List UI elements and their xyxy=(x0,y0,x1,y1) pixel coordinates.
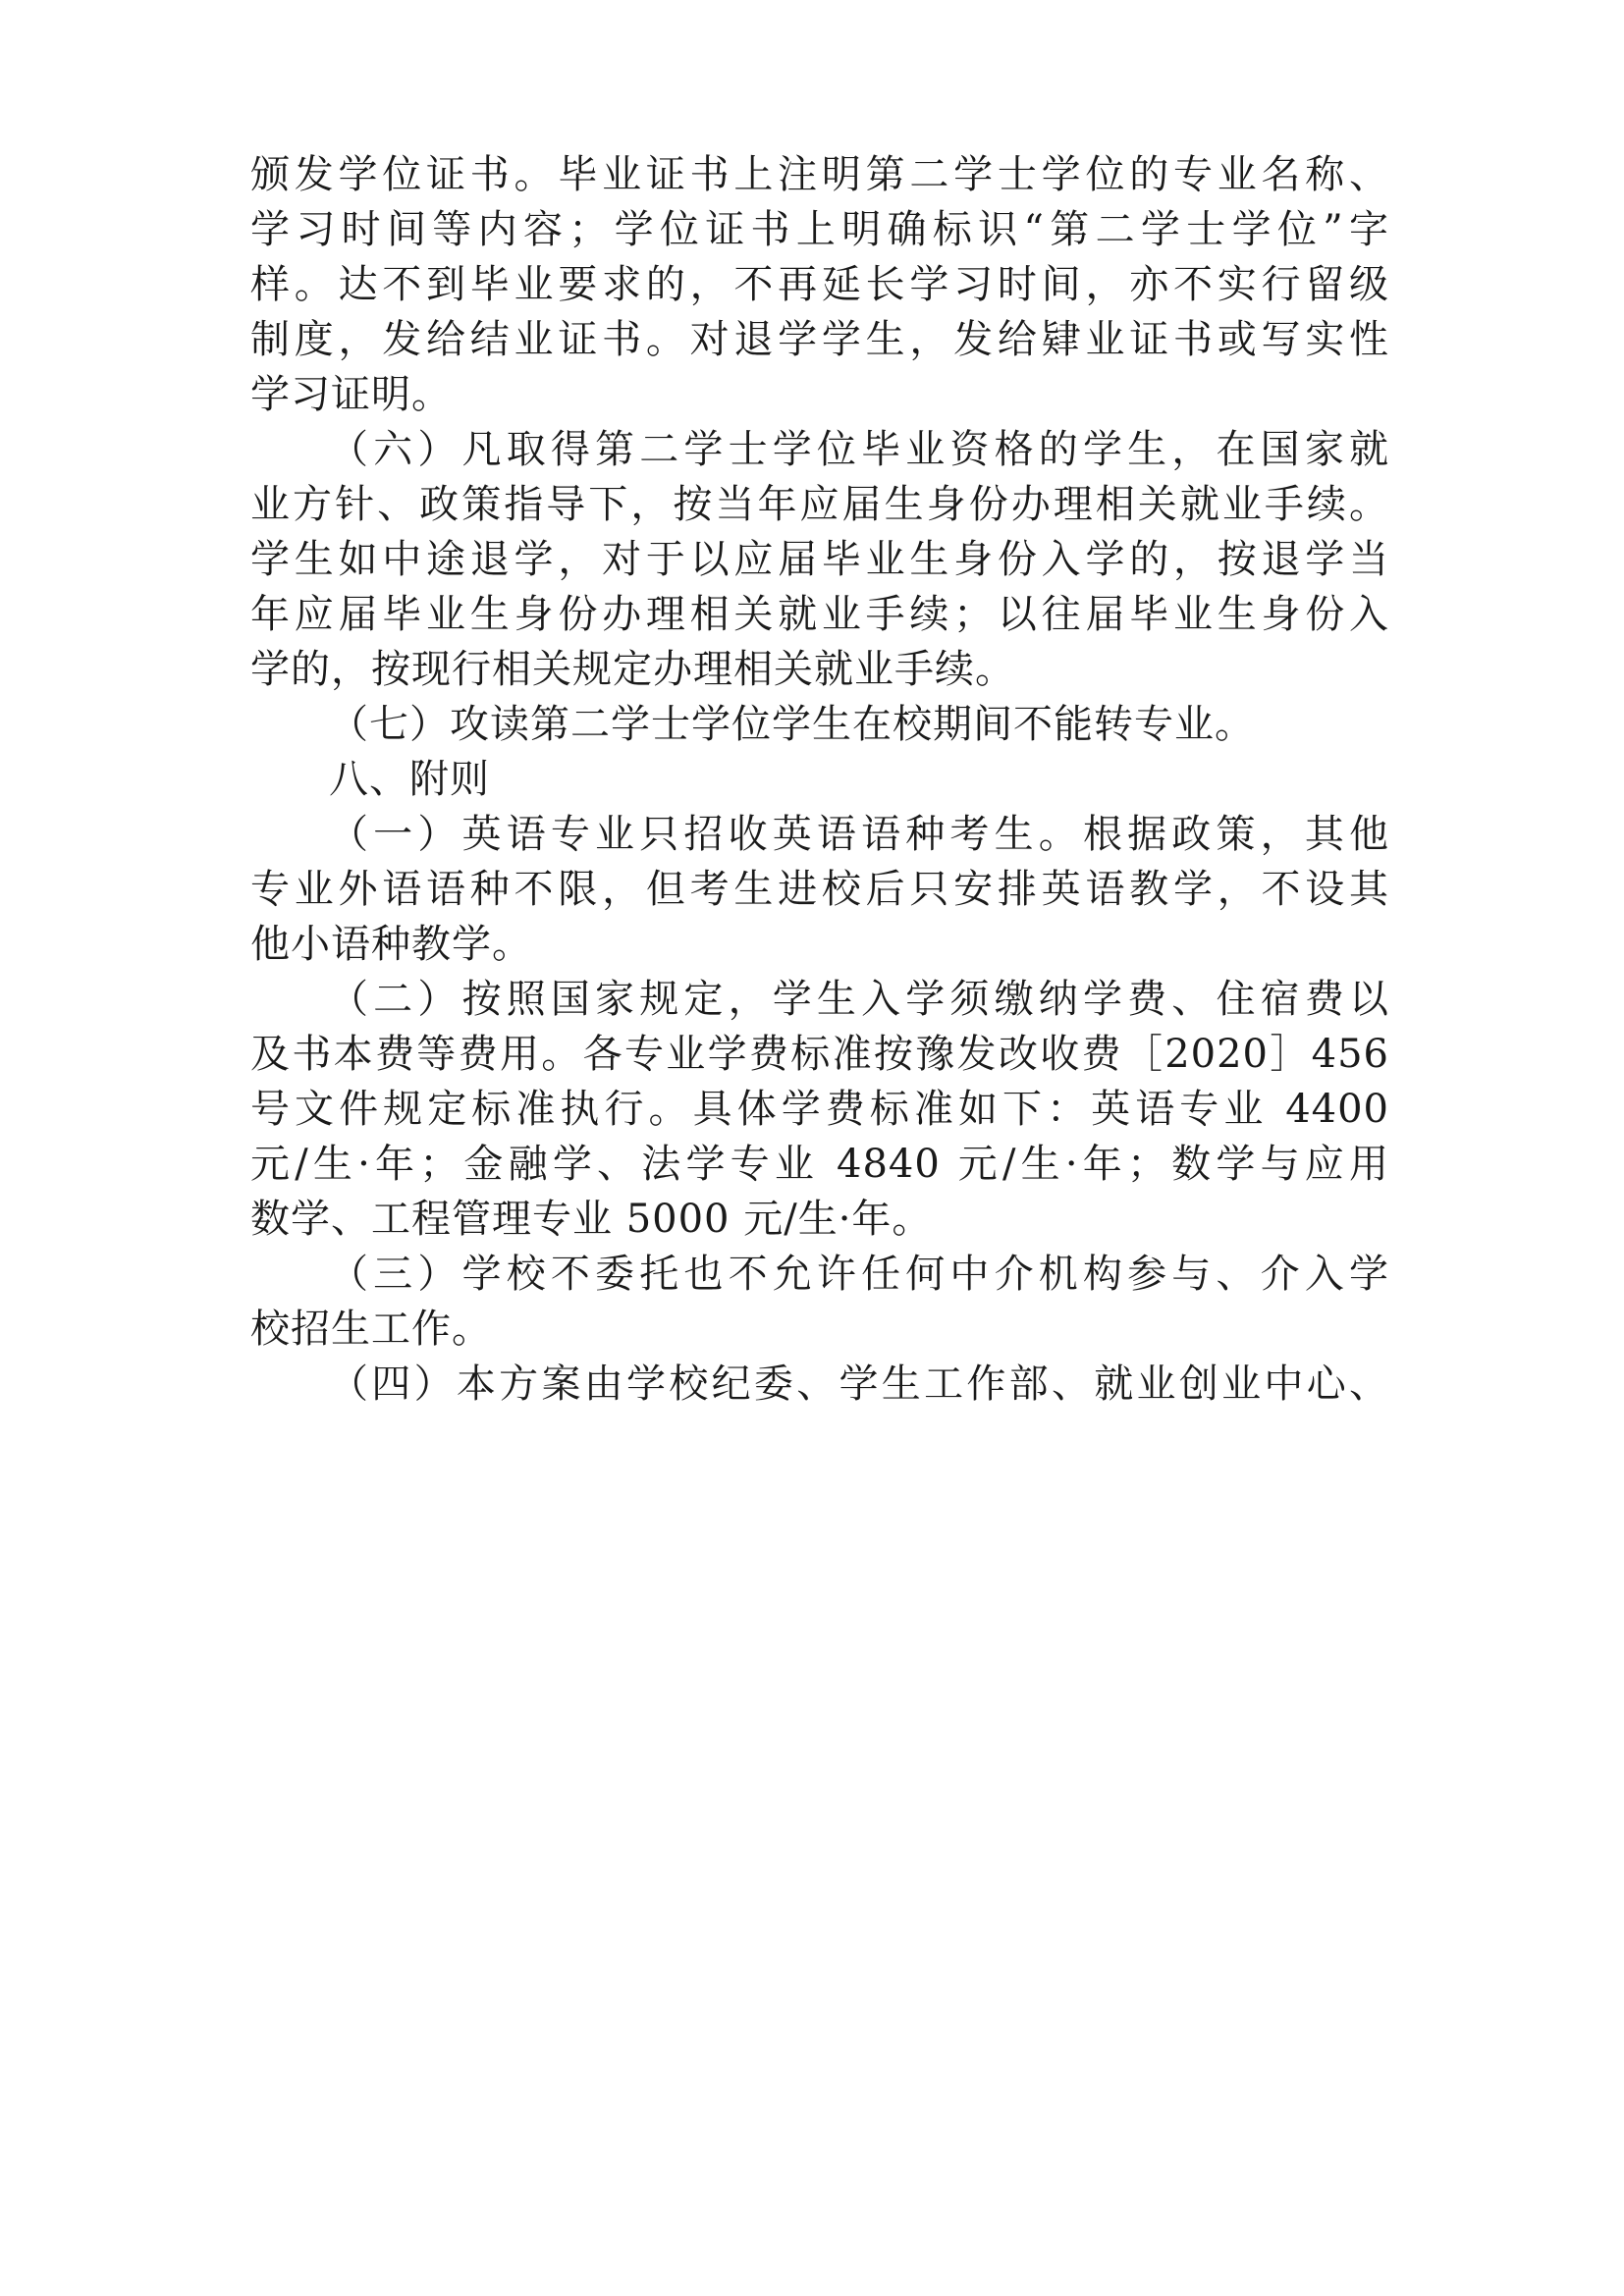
text-line: 制度，发给结业证书。对退学学生，发给肄业证书或写实性 xyxy=(250,317,1389,362)
text-line: （七）攻读第二学士学位学生在校期间不能转专业。 xyxy=(329,702,1255,747)
text-line: （三）学校不委托也不允许任何中介机构参与、介入学 xyxy=(329,1252,1389,1297)
text-line: 样。达不到毕业要求的，不再延长学习时间，亦不实行留级 xyxy=(250,262,1389,307)
text-line: （二）按照国家规定，学生入学须缴纳学费、住宿费以 xyxy=(329,977,1389,1022)
text-line: 及书本费等费用。各专业学费标准按豫发改收费［2020］456 xyxy=(250,1032,1389,1077)
text-line: 业方针、政策指导下，按当年应届生身份办理相关就业手续。 xyxy=(250,482,1389,527)
text-line: 学习时间等内容；学位证书上明确标识“第二学士学位”字 xyxy=(250,207,1389,252)
text-line: 校招生工作。 xyxy=(250,1307,492,1352)
text-line: 他小语种教学。 xyxy=(250,922,532,967)
text-line: 年应届毕业生身份办理相关就业手续；以往届毕业生身份入 xyxy=(250,592,1389,637)
text-line: （一）英语专业只招收英语语种考生。根据政策，其他 xyxy=(329,812,1389,857)
text-line: 学生如中途退学，对于以应届毕业生身份入学的，按退学当 xyxy=(250,537,1389,582)
text-line: 数学、工程管理专业 5000 元/生·年。 xyxy=(250,1197,933,1242)
text-line: 学习证明。 xyxy=(250,372,452,417)
text-line: （六）凡取得第二学士学位毕业资格的学生，在国家就 xyxy=(329,427,1389,472)
text-line: 学的，按现行相关规定办理相关就业手续。 xyxy=(250,647,1015,692)
text-line: 号文件规定标准执行。具体学费标准如下：英语专业 4400 xyxy=(250,1087,1389,1132)
text-line: 颁发学位证书。毕业证书上注明第二学士学位的专业名称、 xyxy=(250,152,1389,197)
text-line: （四）本方案由学校纪委、学生工作部、就业创业中心、 xyxy=(329,1362,1389,1407)
text-line: 元/生·年；金融学、法学专业 4840 元/生·年；数学与应用 xyxy=(250,1142,1389,1187)
section-heading: 八、附则 xyxy=(329,757,490,802)
text-line: 专业外语语种不限，但考生进校后只安排英语教学，不设其 xyxy=(250,867,1389,912)
